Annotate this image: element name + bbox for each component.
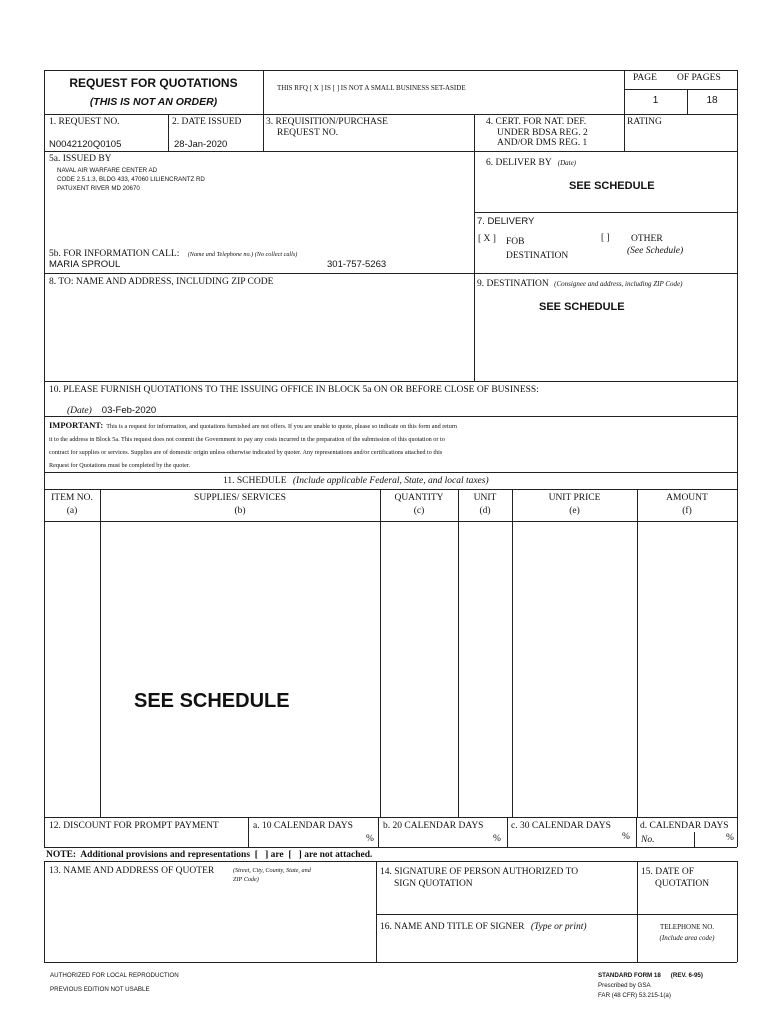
important-line4: Request for Quotations must be completed by the quoter. <box>49 462 191 469</box>
footer-standard-form: STANDARD FORM 18 <box>598 972 661 979</box>
signer-name-title-sub: (Type or print) <box>530 922 587 932</box>
fob-destination-checkbox[interactable]: [ X ] <box>478 234 496 244</box>
quotation-date-label <box>641 866 709 890</box>
deliver-by-value: SEE SCHEDULE <box>569 180 655 192</box>
col-item-no-label: ITEM NO. <box>51 493 93 503</box>
request-no-label: 1. REQUEST NO. <box>49 117 120 127</box>
deliver-by-label-group <box>486 158 576 168</box>
deliver-by-label: 6. DELIVER BY <box>486 158 552 168</box>
schedule-title: 11. SCHEDULE <box>223 476 287 486</box>
footer-right <box>598 971 703 1001</box>
page-label: PAGE <box>633 73 657 83</box>
quoter-sub-line2: ZIP Code) <box>233 876 259 883</box>
col-supplies-label: SUPPLIES/ SERVICES <box>194 493 286 503</box>
discount-days-no: No. <box>641 835 655 845</box>
discount-calendar-pct: % <box>726 833 734 843</box>
date-issued-label: 2. DATE ISSUED <box>172 117 242 127</box>
destination-sub: (Consignee and address, including ZIP Code) <box>554 280 683 288</box>
footer-authorized: AUTHORIZED FOR LOCAL REPRODUCTION <box>50 972 179 979</box>
schedule-body-text: SEE SCHEDULE <box>134 690 290 712</box>
other-checkbox[interactable]: [ ] <box>601 233 610 243</box>
col-unit <box>458 492 512 518</box>
col-supplies <box>100 492 380 518</box>
col-quantity <box>380 492 458 518</box>
other-sub: (See Schedule) <box>627 246 684 256</box>
issuer-line2: CODE 2.5.1.3, BLDG 433, 47060 LILIENCRANTZ RD <box>57 176 205 183</box>
col-unit-price-letter: (e) <box>569 506 580 516</box>
important-heading: IMPORTANT: <box>49 420 104 430</box>
quote-due-date: 03-Feb-2020 <box>101 405 157 416</box>
col-item-no-letter: (a) <box>66 506 78 516</box>
quoter-address-sub <box>233 866 311 884</box>
quoter-sub-line1: (Street, City, County, State, and <box>233 867 311 874</box>
discount-20-pct: % <box>493 834 501 844</box>
issued-by-label: 5a. ISSUED BY <box>49 154 112 164</box>
footer-left <box>50 969 179 997</box>
cert-line2: UNDER BDSA REG. 2 <box>497 127 588 138</box>
fob-line2: DESTINATION <box>506 251 569 261</box>
request-no-value: N0042120Q0105 <box>49 139 122 150</box>
requisition-label-line1: 3. REQUISITION/PURCHASE <box>266 117 388 127</box>
important-line3: contract for supplies or services. Supplies are of domestic origin unless otherwise indicated by quoter. Any representations and/or certifications attached to this <box>49 449 443 456</box>
fob-destination-label <box>506 235 568 263</box>
col-unit-label: UNIT <box>473 493 497 503</box>
deliver-by-sub: (Date) <box>557 159 577 167</box>
signature-label <box>380 866 578 890</box>
requisition-label <box>266 117 388 139</box>
footer-prescribed: Prescribed by GSA <box>598 982 651 989</box>
furnish-quotations-label: 10. PLEASE FURNISH QUOTATIONS TO THE ISSUING OFFICE IN BLOCK 5a ON OR BEFORE CLOSE OF BUSINESS: <box>49 385 539 395</box>
schedule-title-sub: (Include applicable Federal, State, and local taxes) <box>292 476 489 486</box>
form-title <box>44 76 263 90</box>
discount-10-days: a. 10 CALENDAR DAYS <box>253 821 353 831</box>
issuer-line1: NAVAL AIR WARFARE CENTER AD <box>57 167 158 174</box>
discount-30-pct: % <box>622 832 630 842</box>
telephone-label-group <box>637 922 737 944</box>
schedule-title-group <box>223 476 489 486</box>
col-item-no <box>44 492 100 518</box>
page-number: 1 <box>652 95 659 106</box>
important-line1: This is a request for information, and quotations furnished are not offers. If you are unable to quote, please so indicate on this form and return <box>106 423 458 430</box>
date-issued-value: 28-Jan-2020 <box>174 139 228 150</box>
set-aside-statement <box>277 84 466 92</box>
to-name-address-label: 8. TO: NAME AND ADDRESS, INCLUDING ZIP CODE <box>49 277 274 287</box>
footer-revision: (REV. 6-95) <box>670 972 703 979</box>
important-notice <box>49 419 457 472</box>
quote-due-group <box>67 400 156 418</box>
telephone-sub: (Include area code) <box>659 934 715 942</box>
info-call-label-group <box>49 249 297 259</box>
col-supplies-letter: (b) <box>234 506 246 516</box>
quotation-date-line1: 15. DATE OF <box>641 867 695 877</box>
col-amount-letter: (f) <box>682 506 692 516</box>
important-line2: it to the address in Block 5a. This request does not commit the Government to pay any costs incurred in the preparation of the submission of this quotation or to <box>49 436 445 443</box>
col-quantity-label: QUANTITY <box>394 493 444 503</box>
destination-label: 9. DESTINATION <box>477 279 549 289</box>
issuer-line3: PATUXENT RIVER MD 20670 <box>57 185 140 192</box>
footer-far: FAR (48 CFR) 53.215-1(a) <box>598 992 671 999</box>
col-unit-price-label: UNIT PRICE <box>548 493 601 503</box>
rfq-prefix: THIS RFQ <box>277 84 308 92</box>
requisition-label-line2: REQUEST NO. <box>277 128 339 138</box>
total-pages: 18 <box>706 95 718 106</box>
signature-line1: 14. SIGNATURE OF PERSON AUTHORIZED TO <box>380 867 579 877</box>
telephone-label: TELEPHONE NO. <box>659 923 715 931</box>
provisions-note: NOTE: Additional provisions and representations [ ] are [ ] are not attached. <box>46 850 373 860</box>
cert-line3: AND/OR DMS REG. 1 <box>497 138 588 148</box>
quoter-name-address-label: 13. NAME AND ADDRESS OF QUOTER <box>49 866 215 876</box>
footer-previous-edition: PREVIOUS EDITION NOT USABLE <box>50 986 150 993</box>
signer-name-title-group <box>380 922 587 932</box>
cert-line1: 4. CERT. FOR NAT. DEF. <box>486 117 587 127</box>
col-unit-letter: (d) <box>479 506 491 516</box>
discount-10-pct: % <box>366 834 374 844</box>
rfq-is-not-checkbox[interactable]: [ ] IS NOT A SMALL BUSINESS SET-ASIDE <box>332 84 466 92</box>
other-label: OTHER <box>631 234 663 244</box>
fob-line1: FOB <box>506 237 525 247</box>
cert-nat-def-label <box>486 117 588 149</box>
info-call-sub: (Name and Telephone no.) (No collect calls) <box>187 251 298 258</box>
quotation-date-line2: QUOTATION <box>655 879 710 889</box>
col-quantity-letter: (c) <box>413 506 425 516</box>
discount-30-days: c. 30 CALENDAR DAYS <box>511 821 611 831</box>
col-amount-label: AMOUNT <box>666 493 708 503</box>
delivery-label: 7. DELIVERY <box>477 216 535 227</box>
form-title-text: REQUEST FOR QUOTATIONS <box>69 76 238 90</box>
col-amount <box>637 492 737 518</box>
col-unit-price <box>512 492 637 518</box>
issuing-office-address <box>57 166 205 193</box>
form-subtitle: (THIS IS NOT AN ORDER) <box>89 96 218 108</box>
signer-name-title-label: 16. NAME AND TITLE OF SIGNER <box>380 922 525 932</box>
info-call-label: 5b. FOR INFORMATION CALL: <box>49 249 180 259</box>
discount-label: 12. DISCOUNT FOR PROMPT PAYMENT <box>49 821 219 831</box>
destination-label-group <box>477 279 682 289</box>
quote-due-sub: (Date) <box>67 406 92 416</box>
rating-label: RATING <box>627 117 662 127</box>
discount-calendar-days: d. CALENDAR DAYS <box>640 821 729 831</box>
contact-phone: 301-757-5263 <box>327 259 387 270</box>
destination-value: SEE SCHEDULE <box>539 301 625 313</box>
signature-line2: SIGN QUOTATION <box>394 879 473 889</box>
discount-20-days: b. 20 CALENDAR DAYS <box>383 821 484 831</box>
rfq-is-checkbox[interactable]: [ X ] IS <box>309 84 331 92</box>
contact-name: MARIA SPROUL <box>49 259 121 270</box>
of-pages-label: OF PAGES <box>677 73 721 83</box>
